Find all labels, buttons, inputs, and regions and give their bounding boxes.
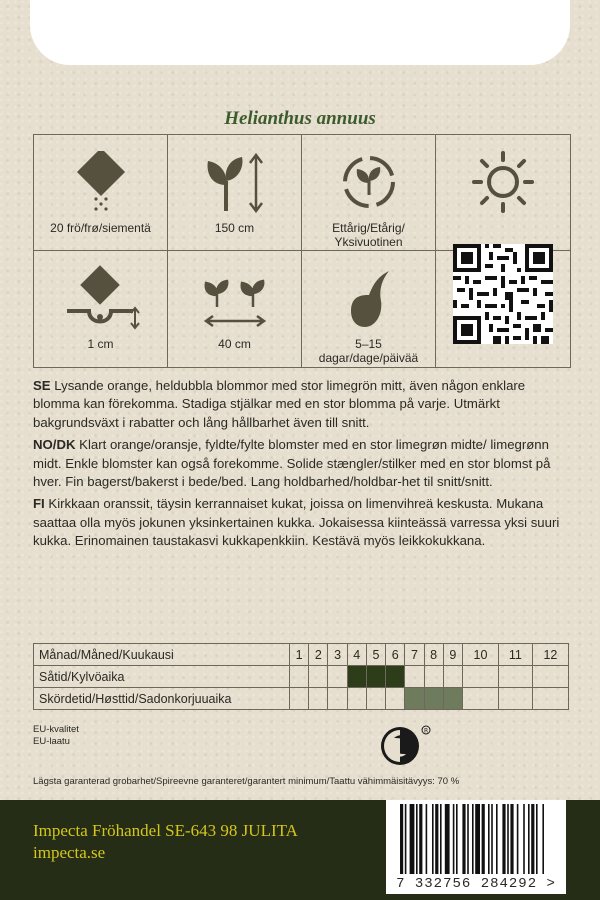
month-12: 12 [532,644,568,666]
month-3: 3 [328,644,347,666]
calendar-header-row [34,644,569,666]
description-no-dk: NO/DK Klart orange/oransje, fyldte/fylte blomster med en stor limegrøn midte/ limegrønn midt. Enkle blomster kan også forekomme. Solide stængler/stilker med en stor blomst på hver. Fin bagerst/bakerst i bede/bed. Lang holdbarhed/holdbar-het til snitt/snitt. [33,437,551,490]
harvest-label: Skördetid/Høsttid/Sadonkorjuuaika [34,688,290,710]
germination-guarantee: Lägsta garanterad grobarhet/Spireevne garanteret/garantert minimum/Taattu vähimmäisitävyys: 70 % [33,776,460,787]
harvest-cell-4 [347,688,366,710]
sowing-depth: 1 cm [87,337,114,351]
month-7: 7 [405,644,424,666]
eu-quality: EU-kvalitet EU-laatu [33,724,79,747]
harvest-cell-3 [328,688,347,710]
month-6: 6 [386,644,405,666]
annual-cycle-icon [338,147,400,217]
plant-height: 150 cm [214,221,255,235]
calendar-row-harvest [34,688,569,710]
harvest-cell-10 [462,688,498,710]
description-se: SE Lysande orange, heldubbla blommor med stor limegrön mitt, även någon enklare blomma kan förekomma. Stadiga stjälkar med en stor blomma på varje. Utmärkt bakgrundsväxt i rabatter och lång hållbarhet även till snitt. [33,378,526,430]
info-cell-germination [302,251,436,367]
month-2: 2 [309,644,328,666]
sow-cell-7 [405,666,424,688]
sow-cell-5 [366,666,385,688]
company-address: Impecta Fröhandel SE-643 98 JULITA [33,821,298,840]
info-cell-lifecycle [302,135,436,251]
harvest-cell-8 [424,688,443,710]
description-fi: FI Kirkkaan oranssit, täysin kerrannaiset kukat, joissa on limenvihreä keskusta. Mukana saattaa olla myös jokunen yksinkertainen kukka. Jokaisessa kiinteässä varressa yksi suuri kukka. Erinomainen taustakasvi kukkapenkkiin. Kestävä myös leikkokukkana. [33,496,560,549]
harvest-cell-11 [499,688,533,710]
germination-icon [339,263,399,333]
sow-cell-3 [328,666,347,688]
month-9: 9 [443,644,462,666]
month-10: 10 [462,644,498,666]
harvest-cell-2 [309,688,328,710]
svg-text:R: R [424,727,429,735]
sow-cell-11 [499,666,533,688]
barcode-number: 7 332756 284292 > [386,874,566,894]
sow-cell-6 [386,666,405,688]
sowing-label: Såtid/Kylvöaika [34,666,290,688]
month-5: 5 [366,644,385,666]
sow-cell-1 [290,666,309,688]
info-cell-seeds [34,135,168,251]
company-info [33,820,298,864]
sun-icon [468,147,538,217]
green-dot-recycling-icon [380,724,429,768]
info-grid [33,134,571,368]
sow-cell-10 [462,666,498,688]
plant-height-icon [200,147,270,217]
latin-name: Helianthus annuus [224,108,376,129]
harvest-cell-5 [366,688,385,710]
sow-cell-9 [443,666,462,688]
qr-code-icon[interactable] [453,259,553,329]
month-11: 11 [499,644,533,666]
harvest-cell-9 [443,688,462,710]
harvest-cell-6 [386,688,405,710]
sow-cell-2 [309,666,328,688]
info-cell-qr[interactable] [436,251,570,367]
calendar-row-sowing [34,666,569,688]
sowing-depth-icon [61,263,141,333]
seed-count: 20 frö/frø/siementä [50,221,151,235]
calendar-header: Månad/Måned/Kuukausi [34,644,290,666]
plant-spacing-icon [197,263,273,333]
germination-time: 5–15 dagar/dage/päivää [318,337,419,365]
month-8: 8 [424,644,443,666]
lifecycle: Ettårig/Etårig/ Yksivuotinen [332,221,405,249]
sow-cell-8 [424,666,443,688]
barcode-icon [386,800,566,876]
info-cell-depth [34,251,168,367]
seed-packet-icon [71,147,131,217]
harvest-cell-12 [532,688,568,710]
info-cell-height [168,135,302,251]
month-4: 4 [347,644,366,666]
sowing-calendar [33,643,569,710]
info-cell-spacing [168,251,302,367]
sow-cell-12 [532,666,568,688]
plant-spacing: 40 cm [218,337,251,351]
info-cell-sun [436,135,570,251]
harvest-cell-1 [290,688,309,710]
company-website[interactable]: impecta.se [33,843,106,862]
sow-cell-4 [347,666,366,688]
hang-tab [30,0,570,65]
harvest-cell-7 [405,688,424,710]
month-1: 1 [290,644,309,666]
description [33,377,569,555]
